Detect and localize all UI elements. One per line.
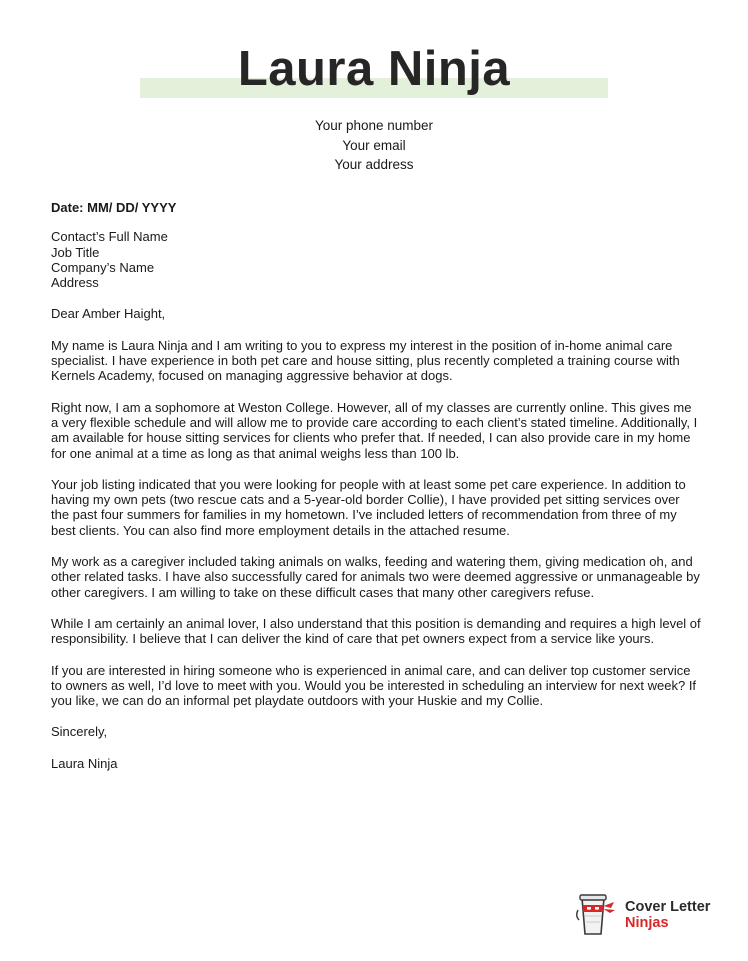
recipient-block	[51, 229, 701, 290]
logo-wordmark	[625, 899, 710, 931]
recipient-address: Address	[51, 275, 99, 291]
cover-letter-ninjas-logo	[574, 890, 724, 938]
signature: Laura Ninja	[51, 755, 118, 771]
logo-line-2: Ninjas	[625, 915, 669, 931]
recipient-full-name: Contact’s Full Name	[51, 229, 168, 245]
body-paragraph-5: While I am certainly an animal lover, I also understand that this position is demanding and requires a high level of responsibility. I believe that I can deliver the kind of care that pet owners expect from a service like yours.	[51, 615, 701, 647]
closing: Sincerely,	[51, 724, 108, 740]
recipient-company: Company’s Name	[51, 259, 155, 275]
ninja-cup-icon	[574, 890, 618, 936]
email-line: Your email	[342, 137, 406, 153]
letter-body	[51, 200, 701, 771]
body-paragraph-2: Right now, I am a sophomore at Weston College. However, all of my classes are currently online. This gives me a very flexible schedule and will allow me to provide care according to each client’s stated timeline. Additionally, I am available for house sitting services for clients who prefer that. If needed, I can also provide care in my home for one animal at a time as long as that animal weighs less than 100 lb.	[51, 399, 698, 461]
address-line: Your address	[334, 157, 414, 172]
recipient-job-title: Job Title	[51, 244, 100, 260]
body-paragraph-3: Your job listing indicated that you were looking for people with at least some pet care experience. In addition to having my own pets (two rescue cats and a 5-year-old border Collie), I have provided pet sitting services over the past four summers for families in my hometown. I’ve included letters of recommendation from three of my best clients. You can also find more employment details in the attached resume.	[51, 476, 686, 538]
body-paragraph-4: My work as a caregiver included taking animals on walks, feeding and watering them, giving medication oh, and other related tasks. I have also successfully cared for animals two were deemed aggressive or unmanageable by other caregivers. I am willing to take on these difficult cases that many other caregivers refuse.	[51, 554, 700, 600]
salutation: Dear Amber Haight,	[51, 306, 166, 322]
applicant-name-title: Laura Ninja	[237, 42, 511, 96]
letter-date: Date: MM/ DD/ YYYY	[51, 200, 177, 215]
phone-line: Your phone number	[314, 118, 434, 133]
body-paragraph-6: If you are interested in hiring someone who is experienced in animal care, and can deliver top customer service to owners as well, I’d love to meet with you. Would you be interested in scheduling an interview for next week? If you like, we can do an informal pet playdate outdoors with your Huskie and my Collie.	[51, 662, 697, 709]
logo-line-1: Cover Letter	[625, 899, 711, 915]
contact-info	[0, 116, 748, 175]
body-paragraph-1: My name is Laura Ninja and I am writing to you to express my interest in the position of in-home animal care specialist. I have experience in both pet care and house sitting, plus recently completed a training course with Kernels Academy, focused on managing aggressive behavior at dogs.	[51, 337, 680, 384]
